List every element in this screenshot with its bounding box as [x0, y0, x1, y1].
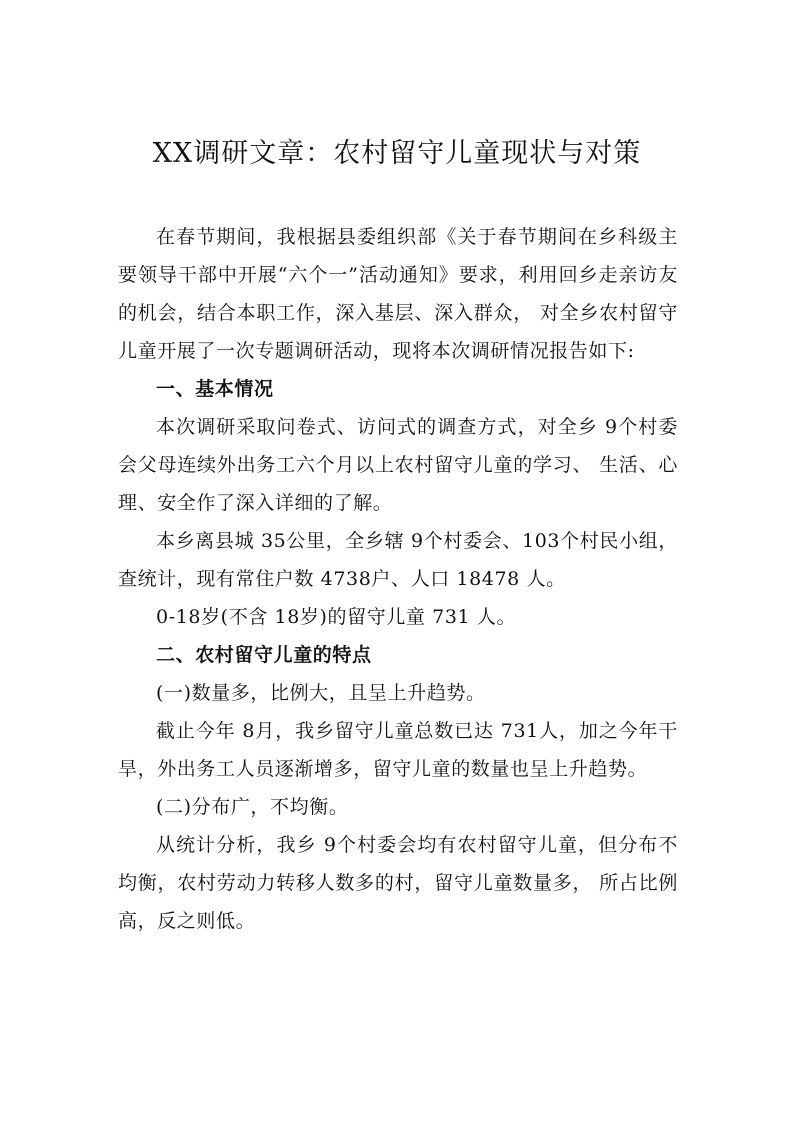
- survey-method-paragraph: 本次调研采取问卷式、访问式的调查方式，对全乡 9个村委会父母连续外出务工六个月以上农村留守儿童的学习、 生活、心理、安全作了深入详细的了解。: [118, 416, 678, 514]
- distribution-paragraph: 从统计分析，我乡 9个村委会均有农村留守儿童，但分布不均衡，农村劳动力转移人数多的村，留守儿童数量多， 所占比例高，反之则低。: [118, 834, 678, 932]
- township-stats-paragraph: 本乡离县城 35公里，全乡辖 9个村委会、103个村民小组，查统计，现有常住户数 4738户、人口 18478 人。: [118, 530, 678, 590]
- subheading-quantity: (一)数量多，比例大，且呈上升趋势。: [156, 682, 486, 704]
- document-title: XX调研文章：农村留守儿童现状与对策: [152, 138, 642, 169]
- intro-paragraph: 在春节期间，我根据县委组织部《关于春节期间在乡科级主要领导干部中开展“六个一”活动通知》要求，利用回乡走亲访友的机会，结合本职工作，深入基层、深入群众， 对全乡农村留守儿童开展了一次专题调研活动，现将本次调研情况报告如下:: [118, 226, 678, 362]
- section-heading-basic-situation: 一、基本情况: [156, 378, 274, 400]
- subheading-distribution: (二)分布广，不均衡。: [156, 796, 349, 818]
- section-heading-characteristics: 二、农村留守儿童的特点: [156, 644, 372, 666]
- quantity-paragraph: 截止今年 8月，我乡留守儿童总数已达 731人，加之今年干旱，外出务工人员逐渐增多，留守儿童的数量也呈上升趋势。: [118, 720, 678, 780]
- document-body: [118, 218, 678, 940]
- children-count-paragraph: 0-18岁(不含 18岁)的留守儿童 731 人。: [156, 606, 517, 628]
